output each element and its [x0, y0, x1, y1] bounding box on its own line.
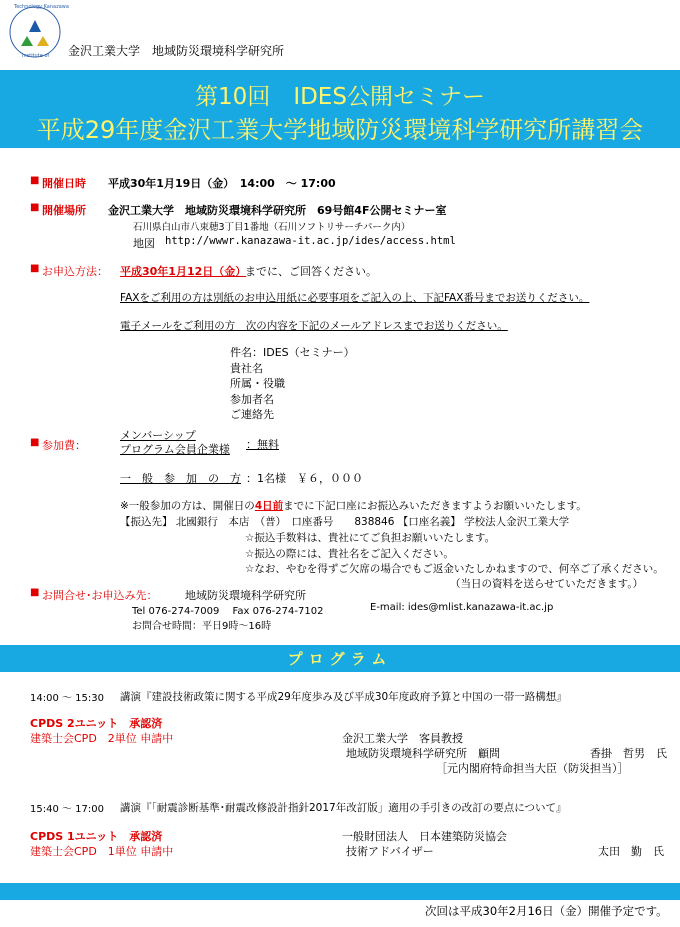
session2-affil1: 一般財団法人 日本建築防災協会: [342, 830, 507, 843]
venue-address: 石川県白山市八束穂3丁目1番地（石川ソフトリサーチパーク内）: [133, 222, 411, 233]
email-fields-list: [230, 345, 355, 423]
session1-affil2: 地域防災環境科学研究所 顧問: [346, 747, 500, 760]
fee-member-line2: プログラム会員企業様: [120, 443, 230, 456]
map-label: 地図: [133, 237, 155, 250]
program-title: プログラム: [287, 650, 393, 668]
logo-text-bottom: Institute of: [22, 53, 50, 59]
next-session-note: 次回は平成30年2月16日（金）開催予定です。: [425, 904, 668, 918]
session1-cpd: 建築士会CPD 2単位 申請中: [30, 732, 174, 745]
apply-bullet: ■: [30, 263, 40, 274]
session1-affil3: ［元内閣府特命担当大臣（防災担当）］: [436, 762, 629, 775]
email-field-contact: ご連絡先: [230, 408, 274, 421]
email-field-department: 所属・役職: [230, 377, 285, 390]
email-field-subject: 件名：IDES（セミナー）: [230, 346, 355, 359]
map-link[interactable]: http://wwwr.kanazawa-it.ac.jp/ides/access.html: [165, 235, 456, 247]
fee-member-line1: メンバーシップ: [120, 429, 196, 442]
fee-note: [120, 498, 587, 513]
contact-tel-fax: Tel 076-274-7009 Fax 076-274-7102: [132, 606, 324, 617]
fee-note-prefix: ※一般参加の方は、開催日の: [120, 500, 255, 512]
session2-speaker: 太田 勤 氏: [598, 845, 664, 858]
title-banner: [0, 70, 680, 148]
contact-label: お問合せ･お申込み先：: [42, 589, 158, 602]
fee-note3: ☆振込の際には、貴社名をご記入ください。: [245, 548, 454, 560]
footer-bar: [0, 883, 680, 900]
apply-deadline-suffix: までに、ご回答ください。: [245, 265, 377, 278]
fee-note-days: 4日前: [254, 500, 284, 512]
institute-logo: [8, 4, 69, 60]
fee-bullet: ■: [30, 437, 40, 448]
session2-time: 15:40 ～ 17:00: [30, 804, 104, 815]
fee-note5: （当日の資料を送らせていただきます。）: [450, 578, 644, 590]
fax-note: FAXをご利用の方は別紙のお申込用紙に必要事項をご記入の上、下記FAX番号までお送りください。: [120, 292, 590, 304]
session1-affil1: 金沢工業大学 客員教授: [342, 732, 463, 745]
session1-speaker: 香掛 哲男 氏: [590, 747, 667, 760]
email-field-company: 貴社名: [230, 361, 263, 375]
session2-title: 講演『「耐震診断基準･耐震改修設計指針2017年改訂版」適用の手引きの改訂の要点について』: [120, 802, 567, 814]
session2-affil2: 技術アドバイザー: [346, 845, 434, 858]
apply-deadline: 平成30年1月12日（金）: [120, 265, 247, 278]
program-banner: [0, 645, 680, 672]
fee-note4: ☆なお、やむを得ずご欠席の場合でもご返金いたしかねますので、何卒ご了承ください。: [245, 563, 664, 575]
session2-cpd: 建築士会CPD 1単位 申請中: [30, 845, 174, 858]
fee-member-value: ：無料: [246, 438, 279, 451]
datetime-bullet: ■: [30, 175, 40, 186]
datetime-value: 平成30年1月19日（金） 14:00 ～ 17:00: [108, 177, 336, 190]
venue-label: 開催場所: [42, 204, 86, 217]
fee-general-value: ：1名様 ￥６，０００: [246, 472, 363, 485]
logo-text-top: Technology Kanazawa: [14, 4, 69, 10]
org-name: 金沢工業大学 地域防災環境科学研究所: [68, 44, 285, 58]
fee-bank: 【振込先】 北國銀行 本店 （普） 口座番号 838846 【口座名義】 学校法人金沢工業大学: [120, 516, 570, 528]
session2-cpds: CPDS 1ユニット 承認済: [30, 830, 163, 843]
fee-general-label: 一 般 参 加 の 方: [120, 472, 241, 485]
banner-title-line1: 第10回 IDES公開セミナー: [195, 84, 485, 110]
fee-label: 参加費：: [42, 439, 86, 452]
logo-icon: [8, 4, 62, 60]
fee-note2: ☆振込手数料は、貴社にてご負担お願いいたします。: [245, 532, 496, 544]
email-field-participant: 参加者名: [230, 392, 274, 406]
apply-label: お申込方法：: [42, 265, 108, 278]
session1-cpds: CPDS 2ユニット 承認済: [30, 717, 163, 730]
contact-email[interactable]: E-mail: ides@mlist.kanazawa-it.ac.jp: [370, 602, 554, 613]
banner-title-line2: 平成29年度金沢工業大学地域防災環境科学研究所講習会: [36, 116, 644, 144]
session1-time: 14:00 ～ 15:30: [30, 693, 104, 704]
session1-title: 講演『建設技術政策に関する平成29年度歩み及び平成30年度政府予算と中国の一帯一路構想』: [120, 691, 567, 703]
contact-hours: お問合せ時間：平日9時～16時: [132, 621, 272, 632]
contact-bullet: ■: [30, 587, 40, 598]
email-note: 電子メールをご利用の方 次の内容を下記のメールアドレスまでお送りください。: [120, 320, 508, 332]
fee-note-suffix: までに下記口座にお振込みいただきますようお願いいたします。: [283, 500, 587, 512]
venue-name: 金沢工業大学 地域防災環境科学研究所 69号館4F公開セミナー室: [108, 204, 447, 217]
datetime-label: 開催日時: [42, 177, 86, 190]
contact-org: 地域防災環境科学研究所: [185, 589, 306, 602]
venue-bullet: ■: [30, 202, 40, 213]
